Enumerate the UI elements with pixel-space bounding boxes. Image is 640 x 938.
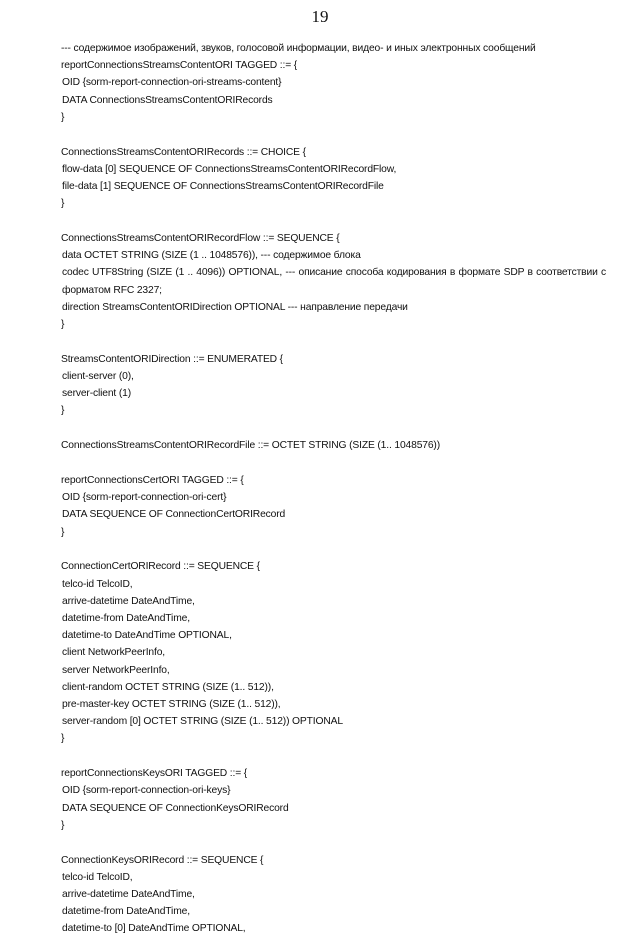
code-line: reportConnectionsKeysORI TAGGED ::= {	[61, 768, 248, 780]
code-line: server-random [0] OCTET STRING (SIZE (1.. 512)) OPTIONAL	[62, 716, 343, 728]
asn1-block-keys-record	[61, 852, 606, 938]
code-line: arrive-datetime DateAndTime,	[62, 889, 195, 901]
asn1-block-keys-report	[61, 765, 606, 834]
code-line: client NetworkPeerInfo,	[62, 647, 165, 659]
code-line: }	[61, 111, 65, 123]
code-line: OID {sorm-report-connection-ori-keys}	[62, 785, 231, 797]
asn1-block-cert-record	[61, 558, 606, 747]
code-line: server NetworkPeerInfo,	[62, 664, 170, 676]
document-body	[61, 40, 606, 938]
code-line: direction StreamsContentORIDirection OPTIONAL --- направление передачи	[62, 301, 408, 313]
code-line: }	[61, 405, 65, 417]
code-line: arrive-datetime DateAndTime,	[62, 595, 195, 607]
code-line: ConnectionKeysORIRecord ::= SEQUENCE {	[61, 854, 264, 866]
code-line: StreamsContentORIDirection ::= ENUMERATED {	[61, 353, 283, 365]
code-line: }	[61, 733, 65, 745]
code-line: DATA ConnectionsStreamsContentORIRecords	[62, 94, 273, 106]
code-line: data OCTET STRING (SIZE (1 .. 1048576)), --- содержимое блока	[62, 250, 361, 262]
code-line: }	[61, 198, 65, 210]
code-line: server-client (1)	[62, 388, 131, 400]
code-line: ConnectionsStreamsContentORIRecordFile ::= OCTET STRING (SIZE (1.. 1048576))	[61, 440, 440, 452]
asn1-block-record-flow	[61, 230, 606, 333]
code-line: datetime-to DateAndTime OPTIONAL,	[62, 630, 232, 642]
asn1-block-streams-content-records	[61, 144, 606, 213]
asn1-block-direction-enum	[61, 351, 606, 420]
code-line: }	[61, 319, 65, 331]
code-line: client-server (0),	[62, 371, 134, 383]
code-line: flow-data [0] SEQUENCE OF ConnectionsStreamsContentORIRecordFlow,	[62, 163, 397, 175]
code-line: reportConnectionsStreamsContentORI TAGGED ::= {	[61, 60, 298, 72]
asn1-block-streams-content-report	[61, 40, 606, 126]
code-line: OID {sorm-report-connection-ori-cert}	[62, 492, 227, 504]
code-line: datetime-to [0] DateAndTime OPTIONAL,	[62, 923, 246, 935]
code-line: DATA SEQUENCE OF ConnectionCertORIRecord	[62, 509, 286, 521]
code-line: codec UTF8String (SIZE (1 .. 4096)) OPTIONAL, --- описание способа кодирования в формате SDP в соответствии с форматом RFC 2327;	[62, 267, 606, 296]
code-line: DATA SEQUENCE OF ConnectionKeysORIRecord	[62, 802, 289, 814]
code-line: telco-id TelcoID,	[62, 578, 133, 590]
asn1-block-record-file	[61, 437, 606, 454]
asn1-block-cert-report	[61, 472, 606, 541]
comment-line: --- содержимое изображений, звуков, голосовой информации, видео- и иных электронных сообщений	[61, 43, 536, 54]
code-line: telco-id TelcoID,	[62, 871, 133, 883]
code-line: ConnectionCertORIRecord ::= SEQUENCE {	[61, 561, 260, 573]
code-line: datetime-from DateAndTime,	[62, 613, 190, 625]
code-line: ConnectionsStreamsContentORIRecordFlow ::= SEQUENCE {	[61, 233, 340, 245]
code-line: }	[61, 526, 65, 538]
code-line: ConnectionsStreamsContentORIRecords ::= CHOICE {	[61, 146, 306, 158]
code-line: reportConnectionsCertORI TAGGED ::= {	[61, 475, 244, 487]
code-line: datetime-from DateAndTime,	[62, 906, 190, 918]
code-line: pre-master-key OCTET STRING (SIZE (1.. 512)),	[62, 699, 281, 711]
code-line: client-random OCTET STRING (SIZE (1.. 512)),	[62, 681, 274, 693]
code-line: }	[61, 819, 65, 831]
page-number: 19	[311, 7, 329, 26]
code-line: file-data [1] SEQUENCE OF ConnectionsStreamsContentORIRecordFile	[62, 181, 384, 193]
code-line: OID {sorm-report-connection-ori-streams-content}	[62, 77, 282, 89]
